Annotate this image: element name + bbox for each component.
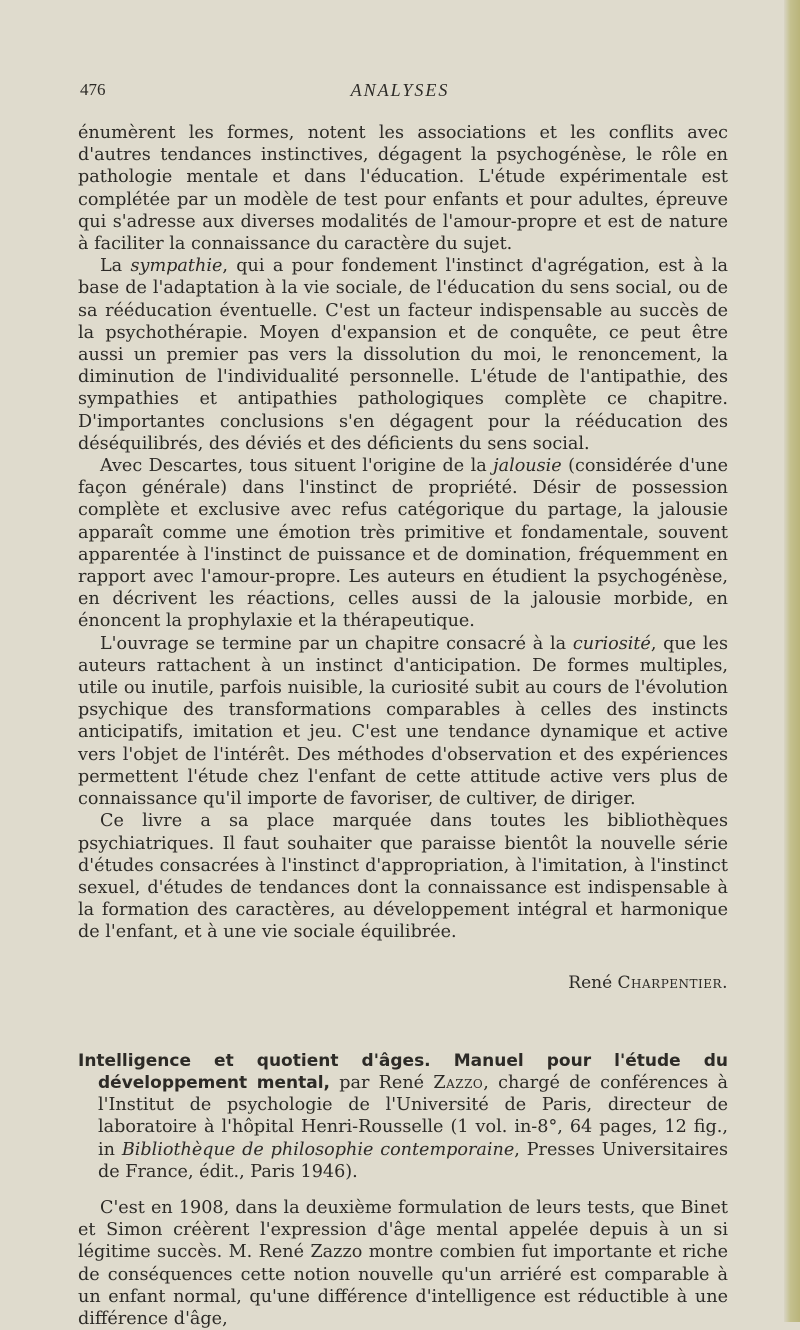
paragraph-text: (considérée d'une façon générale) dans l'instinct de propriété. Désir de possession complète et exclusive avec refus catégorique du partage, la jalousie apparaît comme une émotion très primitive et fondamentale, souvent apparentée à l'instinct de puissance et de domination, fréquemment en rapport avec l'amour-propre. Les auteurs en étudient la psychogénèse, en décrivent les réactions, celles aussi de la jalousie morbide, en énoncent la prophylaxie et la thérapeutique.	[78, 456, 728, 632]
review-citation: , Presses Universitaires de France, édit., Paris 1946).	[98, 1139, 728, 1182]
paragraph-text: Avec Descartes, tous situent l'origine de la	[100, 456, 494, 477]
review-title: Intelligence et quotient d'âges. Manuel pour l'étude du développement mental,	[78, 1050, 728, 1093]
signature-first-name: René	[568, 972, 613, 993]
signature-last-name: Charpentier.	[617, 972, 728, 993]
paragraph-jalousie	[78, 455, 728, 633]
running-head	[80, 80, 720, 104]
review-heading	[78, 1050, 728, 1183]
review-signature	[78, 972, 728, 994]
body-text	[78, 122, 728, 1330]
emphasis-term: sympathie	[130, 256, 223, 277]
review-body: C'est en 1908, dans la deuxième formulation de leurs tests, que Binet et Simon créèrent l'expression d'âge mental appelée depuis à un si légitime succès. M. René Zazzo montre combien fut importante et riche de conséquences cette notion nouvelle qu'un arriéré est comparable à un enfant normal, qu'une différence d'intelligence est réductible à une différence d'âge,	[78, 1197, 728, 1329]
emphasis-term: curiosité	[572, 633, 651, 654]
review-series: Bibliothèque de philosophie contemporaine	[121, 1139, 515, 1160]
review-citation: , chargé de conférences à l'Institut de psychologie de l'Université de Paris, directeur de laboratoire à l'hôpital Henri-Rousselle (1 vol. in-8°, 64 pages, 12 fig., in	[98, 1072, 728, 1160]
paragraph-conclusion: Ce livre a sa place marquée dans toutes les bibliothèques psychiatriques. Il faut souhaiter que paraisse bientôt la nouvelle série d'études consacrées à l'instinct d'appropriation, à l'imitation, à l'instinct sexuel, d'études de tendances dont la connaissance est indispensable à la formation des caractères, au développement intégral et harmonique de l'enfant, et à une vie sociale équilibrée.	[78, 811, 728, 943]
page-number: 476	[80, 80, 106, 99]
paragraph-text: L'ouvrage se termine par un chapitre consacré à la	[100, 633, 573, 654]
paragraph-text: La	[100, 256, 131, 277]
running-title: ANALYSES	[350, 80, 450, 100]
paragraph-sympathie	[78, 255, 728, 455]
paragraph-text: , que les auteurs rattachent à un instinct d'anticipation. De formes multiples, utile ou inutile, parfois nuisible, la curiosité subit au cours de l'évolution psychique des transformations comparables à celles des instincts anticipatifs, imitation et jeu. C'est une tendance dynamique et active vers l'objet de l'intérêt. Des méthodes d'observation et des expériences permettent l'étude chez l'enfant de cette attitude active vers plus de connaissance qu'il importe de favoriser, de cultiver, de diriger.	[78, 633, 728, 810]
page-edge	[784, 0, 800, 1322]
paragraph-amour-propre: énumèrent les formes, notent les associations et les conflits avec d'autres tendances instinctives, dégagent la psychogénèse, le rôle en pathologie mentale et dans l'éducation. L'étude expérimentale est complétée par un modèle de test pour enfants et pour adultes, épreuve qui s'adresse aux diverses modalités de l'amour-propre et est de nature à faciliter la connaissance du caractère du sujet.	[78, 123, 728, 255]
emphasis-term: jalousie	[493, 456, 562, 477]
review-author: Zazzo	[433, 1072, 484, 1093]
paragraph-text: , qui a pour fondement l'instinct d'agrégation, est à la base de l'adaptation à la vie sociale, de l'éducation du sens social, ou de sa rééducation éventuelle. C'est un facteur indispensable au succès de la psychothérapie. Moyen d'expansion et de conquête, ce peut être aussi un premier pas vers la dissolution du moi, le renoncement, la diminution de l'individualité personnelle. L'étude de l'antipathie, des sympathies et antipathies pathologiques complète ce chapitre. D'importantes conclusions s'en dégagent pour la rééducation des déséquilibrés, des déviés et des déficients du sens social.	[78, 256, 729, 454]
paragraph-curiosite	[78, 633, 728, 811]
review-citation: par René	[329, 1072, 434, 1093]
